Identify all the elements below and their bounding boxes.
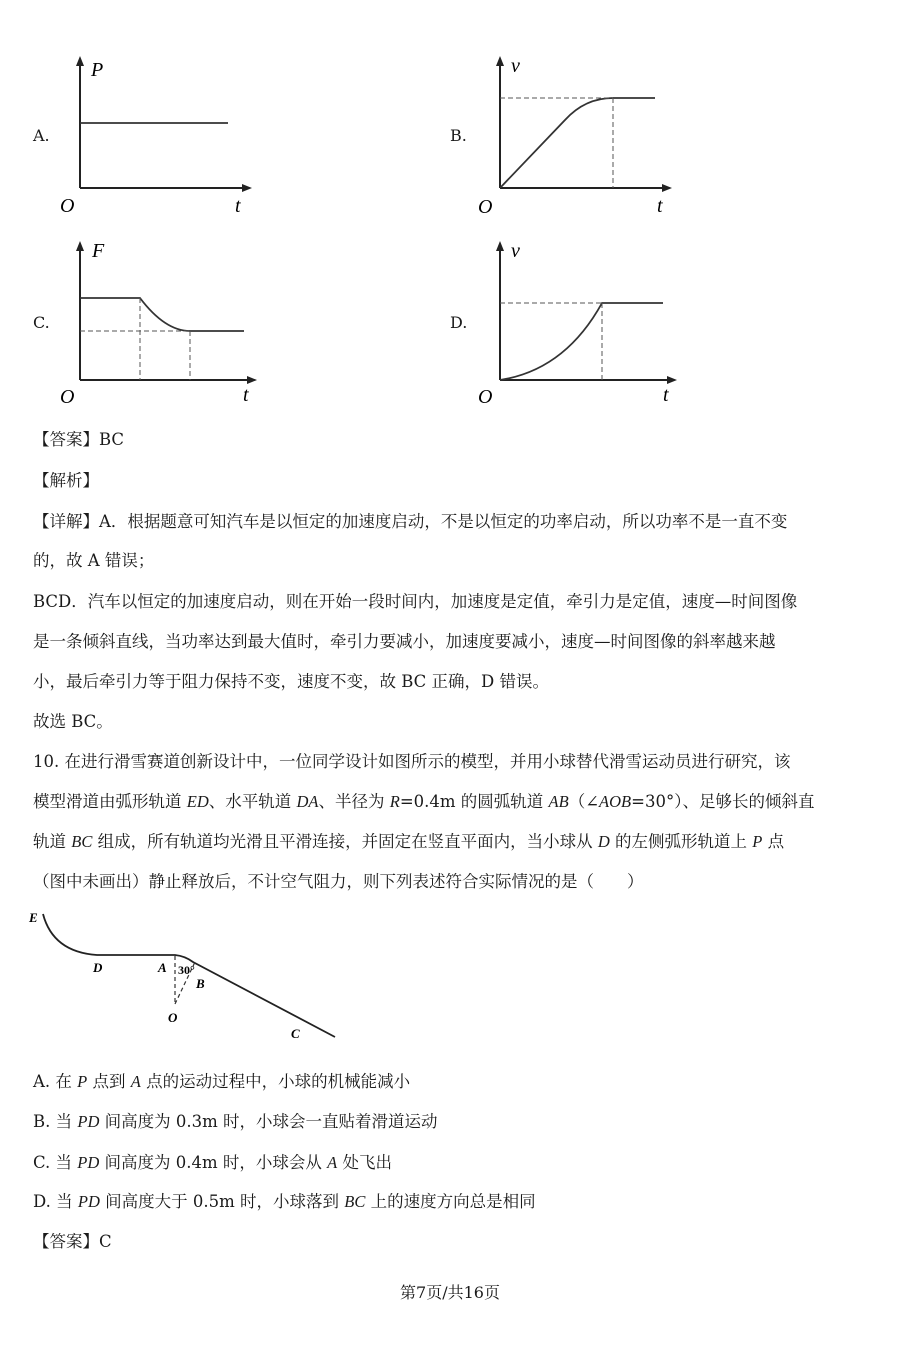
x-axis-label: t — [235, 195, 241, 217]
origin-label: O — [478, 386, 493, 405]
velocity-curve — [500, 98, 655, 188]
option-d-label: D. — [450, 313, 468, 332]
q9-analysis-heading: 【解析】 — [33, 471, 99, 490]
q9-detail-line-2: 的，故 A 错误； — [33, 551, 155, 570]
y-axis-label: P — [91, 59, 104, 81]
option-a-label: A. — [33, 126, 50, 145]
velocity-curve — [500, 303, 663, 380]
x-axis-label: t — [243, 384, 249, 405]
q10-option-b: B. 当 PD 间高度为 0.3m 时，小球会一直贴着滑道运动 — [33, 1112, 438, 1131]
q9-detail-line-1: 【详解】A．根据题意可知汽车是以恒定的加速度启动，不是以恒定的功率启动，所以功率不是一直不变 — [33, 512, 788, 531]
y-axis-label: v — [511, 240, 520, 262]
svg-text:30°: 30° — [178, 963, 195, 977]
graph-c — [55, 235, 265, 405]
q9-conclusion: 故选 BC。 — [33, 712, 113, 731]
q10-answer: 【答案】C — [33, 1232, 112, 1251]
q9-answer: 【答案】BC — [33, 430, 125, 449]
svg-text:O: O — [168, 1010, 178, 1025]
q10-option-c: C. 当 PD 间高度为 0.4m 时，小球会从 A 处飞出 — [33, 1153, 392, 1172]
q9-detail-line-3: BCD．汽车以恒定的加速度启动，则在开始一段时间内，加速度是定值，牵引力是定值，速度—时间图像 — [33, 592, 798, 611]
force-curve — [80, 298, 244, 331]
y-axis-label: v — [511, 55, 520, 77]
q10-stem-line-3: 轨道 BC 组成，所有轨道均光滑且平滑连接，并固定在竖直平面内，当小球从 D 的左侧弧形轨道上 P 点 — [33, 832, 785, 851]
svg-text:E: E — [29, 910, 38, 925]
page-number: 第7页/共16页 — [400, 1283, 500, 1302]
svg-text:D: D — [93, 960, 103, 975]
q10-stem-line-4: （图中未画出）静止释放后，不计空气阻力，则下列表述符合实际情况的是（ ） — [33, 872, 644, 891]
graph-b — [475, 50, 685, 220]
graph-d — [475, 235, 685, 405]
option-c-label: C. — [33, 313, 50, 332]
ski-track-figure — [25, 900, 345, 1040]
origin-label: O — [60, 195, 75, 217]
q10-option-d: D. 当 PD 间高度大于 0.5m 时，小球落到 BC 上的速度方向总是相同 — [33, 1192, 536, 1211]
svg-text:A: A — [158, 960, 167, 975]
q10-stem-line-2: 模型滑道由弧形轨道 ED、水平轨道 DA、半径为 R=0.4m 的圆弧轨道 AB（∠AOB=30°）、足够长的倾斜直 — [33, 792, 815, 811]
q9-detail-line-4: 是一条倾斜直线，当功率达到最大值时，牵引力要减小，加速度要减小，速度—时间图像的斜率越来越 — [33, 632, 776, 651]
x-axis-label: t — [663, 384, 669, 405]
origin-label: O — [60, 386, 75, 405]
q10-option-a: A. 在 P 点到 A 点的运动过程中，小球的机械能减小 — [33, 1072, 411, 1091]
q10-stem-line-1: 10. 在进行滑雪赛道创新设计中，一位同学设计如图所示的模型，并用小球替代滑雪运动员进行研究，该 — [33, 752, 791, 771]
x-axis-label: t — [657, 195, 663, 217]
graph-a — [55, 50, 265, 220]
y-axis-label: F — [92, 240, 105, 262]
origin-label: O — [478, 196, 493, 218]
svg-text:B: B — [196, 976, 205, 991]
q9-detail-line-5: 小，最后牵引力等于阻力保持不变，速度不变，故 BC 正确，D 错误。 — [33, 672, 550, 691]
option-b-label: B. — [450, 126, 467, 145]
svg-text:C: C — [291, 1026, 300, 1040]
